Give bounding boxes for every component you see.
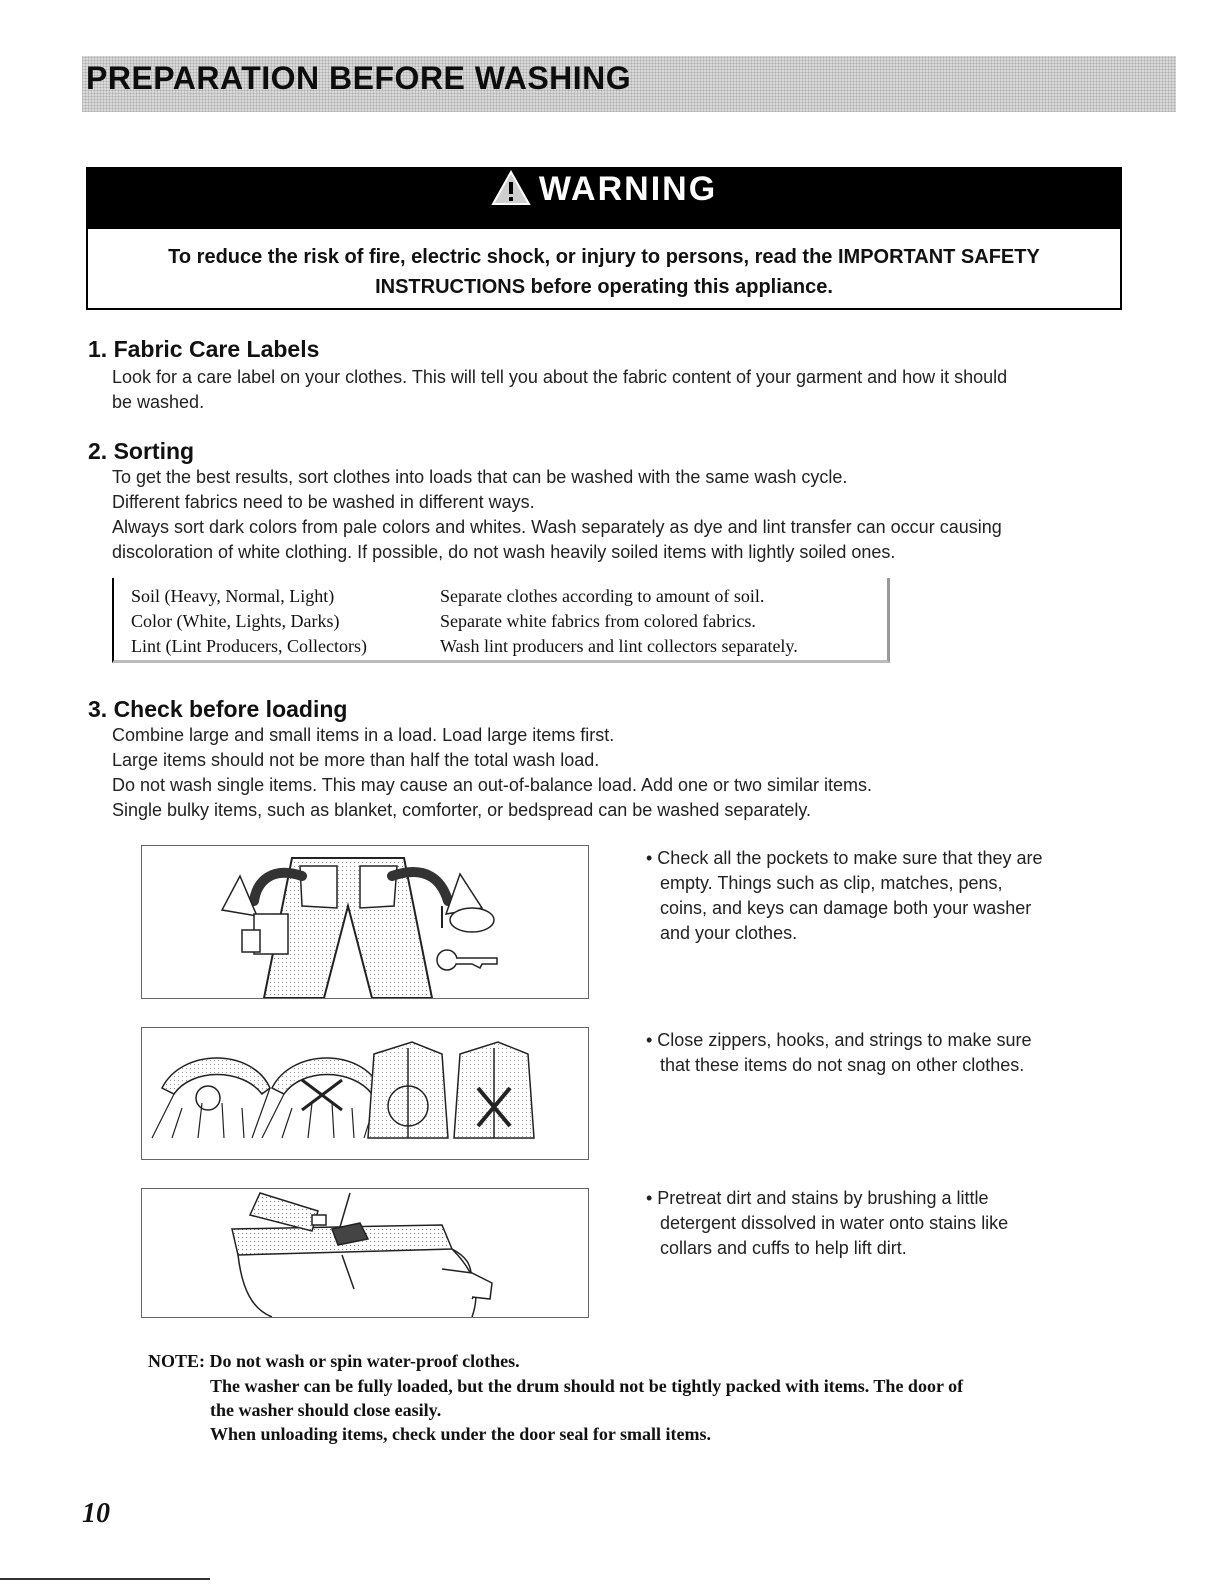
text-line: To get the best results, sort clothes into loads that can be washed with the same wash cycle. bbox=[112, 467, 848, 487]
sort-category: Color (White, Lights, Darks) bbox=[131, 611, 340, 631]
text-line: be washed. bbox=[112, 392, 205, 412]
note-line: NOTE: Do not wash or spin water-proof clothes. bbox=[148, 1351, 520, 1371]
text-line: empty. Things such as clip, matches, pens, bbox=[660, 873, 1003, 893]
pretreat-illustration bbox=[141, 1188, 589, 1318]
warning-triangle-icon bbox=[491, 170, 531, 206]
section-body-sorting bbox=[112, 465, 1002, 565]
section-body-fabric-care bbox=[112, 365, 1007, 415]
table-row bbox=[131, 634, 798, 659]
section-heading-sorting: 2. Sorting bbox=[88, 438, 195, 464]
zippers-hooks-icon bbox=[142, 1028, 588, 1159]
text-line: Combine large and small items in a load. Load large items first. bbox=[112, 725, 615, 745]
text-line: Always sort dark colors from pale colors and whites. Wash separately as dye and lint transfer can occur causing bbox=[112, 517, 1002, 537]
warning-text-line: INSTRUCTIONS before operating this appliance. bbox=[375, 276, 833, 298]
section-heading-check-loading: 3. Check before loading bbox=[88, 696, 348, 722]
text-line: coins, and keys can damage both your washer bbox=[660, 898, 1032, 918]
section-body-check-loading bbox=[112, 723, 872, 823]
warning-text-line: To reduce the risk of fire, electric shock, or injury to persons, read the IMPORTANT SAFETY bbox=[168, 246, 1040, 268]
text-line: that these items do not snag on other clothes. bbox=[660, 1055, 1025, 1075]
sorting-table bbox=[131, 584, 798, 659]
text-line: • Pretreat dirt and stains by brushing a little bbox=[646, 1188, 989, 1208]
warning-title: WARNING bbox=[538, 170, 718, 208]
table-row bbox=[131, 584, 798, 609]
pockets-illustration bbox=[141, 845, 589, 999]
page-number: 10 bbox=[82, 1498, 110, 1529]
pants-pockets-icon bbox=[142, 846, 588, 998]
page-title: PREPARATION BEFORE WASHING bbox=[86, 60, 632, 96]
footer-rule bbox=[0, 1578, 210, 1580]
text-line: • Close zippers, hooks, and strings to make sure bbox=[646, 1030, 1032, 1050]
sort-instruction: Wash lint producers and lint collectors separately. bbox=[440, 636, 798, 656]
note-line: the washer should close easily. bbox=[210, 1400, 442, 1420]
sort-category: Lint (Lint Producers, Collectors) bbox=[131, 636, 367, 656]
warning-title-row bbox=[86, 170, 1122, 209]
text-line: collars and cuffs to help lift dirt. bbox=[660, 1238, 907, 1258]
text-line: Single bulky items, such as blanket, comforter, or bedspread can be washed separately. bbox=[112, 800, 812, 820]
zippers-illustration bbox=[141, 1027, 589, 1160]
pretreat-stains-icon bbox=[142, 1189, 588, 1317]
note-line: When unloading items, check under the door seal for small items. bbox=[210, 1424, 712, 1444]
bullet-pretreat bbox=[646, 1186, 1008, 1261]
text-line: Different fabrics need to be washed in different ways. bbox=[112, 492, 535, 512]
text-line: and your clothes. bbox=[660, 923, 798, 943]
sort-category: Soil (Heavy, Normal, Light) bbox=[131, 586, 335, 606]
text-line: • Check all the pockets to make sure that they are bbox=[646, 848, 1043, 868]
table-row bbox=[131, 609, 798, 634]
note-line: The washer can be fully loaded, but the drum should not be tightly packed with items. The door of bbox=[210, 1376, 964, 1396]
text-line: detergent dissolved in water onto stains like bbox=[660, 1213, 1009, 1233]
bullet-pockets bbox=[646, 846, 1043, 946]
bullet-zippers bbox=[646, 1028, 1031, 1078]
text-line: Do not wash single items. This may cause an out-of-balance load. Add one or two similar items. bbox=[112, 775, 873, 795]
sort-instruction: Separate clothes according to amount of soil. bbox=[440, 586, 765, 606]
text-line: discoloration of white clothing. If possible, do not wash heavily soiled items with lightly soiled ones. bbox=[112, 542, 896, 562]
warning-text bbox=[100, 242, 1108, 302]
text-line: Look for a care label on your clothes. This will tell you about the fabric content of your garment and how it should bbox=[112, 367, 1008, 387]
sort-instruction: Separate white fabrics from colored fabrics. bbox=[440, 611, 756, 631]
section-heading-fabric-care: 1. Fabric Care Labels bbox=[88, 336, 320, 362]
text-line: Large items should not be more than half the total wash load. bbox=[112, 750, 600, 770]
